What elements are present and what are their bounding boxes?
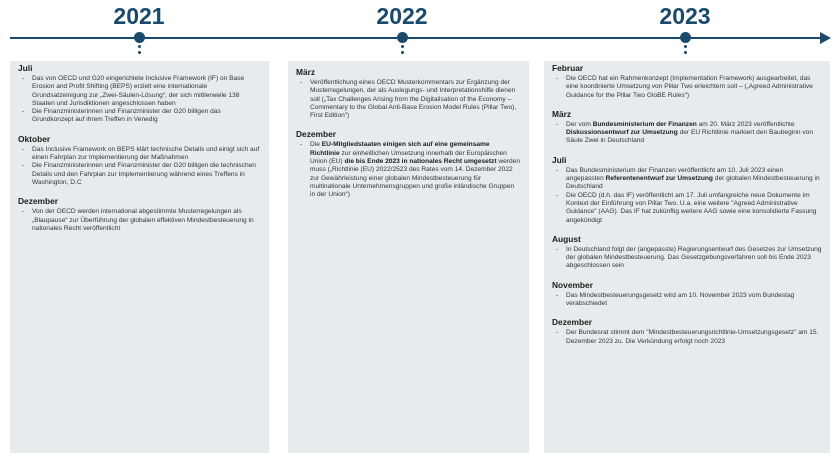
event-list bbox=[552, 121, 822, 146]
timeline-axis bbox=[10, 37, 822, 39]
event-text: Die OECD hat ein Rahmenkonzept (Implementation Framework) ausgearbeitet, das eine koordinierte Umsetzung von Pillar Two erleichtern soll – („Agreed Administrative Guidance for the Pillar Two GloBE Rules“) bbox=[566, 75, 813, 99]
month-heading: November bbox=[552, 279, 593, 290]
event-text: zur einheitlichen Umsetzung innerhalb der Europäischen Union (EU) bbox=[310, 149, 507, 166]
event-item bbox=[18, 75, 261, 108]
event-text: Veröffentlichung eines OECD Musterkommentars zur Ergänzung der Musterregelungen, der als Auslegungs- und Interpretationshilfe dienen soll („Tax Challenges Arising from the Digitalisation of the Economy – Commentary to the Global Anti-Base Erosion Model Rules (Pillar Two), First Edition“) bbox=[310, 79, 517, 120]
event-item bbox=[552, 292, 822, 309]
event-text-bold: Diskussionsentwurf zur Umsetzung bbox=[566, 129, 678, 137]
month-section bbox=[552, 63, 822, 100]
event-list bbox=[552, 329, 822, 346]
event-item bbox=[18, 208, 261, 233]
event-item bbox=[552, 329, 822, 346]
month-section bbox=[552, 280, 822, 309]
timeline-dot-2021 bbox=[134, 32, 145, 43]
month-section bbox=[552, 155, 822, 225]
event-list bbox=[552, 246, 822, 271]
month-heading: Februar bbox=[552, 63, 584, 73]
month-section bbox=[296, 129, 521, 199]
event-item bbox=[552, 167, 822, 192]
event-item bbox=[552, 246, 822, 271]
month-heading: Dezember bbox=[18, 196, 59, 207]
month-heading: März bbox=[552, 108, 572, 119]
event-list bbox=[552, 292, 822, 309]
event-list bbox=[18, 208, 261, 233]
month-section bbox=[18, 63, 261, 125]
timeline-dot-2022 bbox=[397, 32, 408, 43]
event-text: In Deutschland folgt der (angepasste) Regierungsentwurf des Gesetzes zur Umsetzung der globalen Mindestbesteuerung. Das Gesetzgebungsverfahren soll bis Ende 2023 abgeschlossen sein bbox=[566, 245, 822, 270]
event-list bbox=[552, 75, 822, 100]
month-section bbox=[18, 196, 261, 233]
year-panel-2022 bbox=[288, 61, 529, 453]
event-text-bold: Bundesministerium der Finanzen bbox=[592, 120, 697, 128]
timeline-dot-2023 bbox=[680, 32, 691, 43]
event-text: Von der OECD werden international abgestimmte Musterregelungen als „Blaupause“ zur Überführung der globalen effektiven Mindestbesteuerung in nationales Recht veröffentlicht bbox=[32, 208, 254, 232]
connector-dots-2021 bbox=[138, 45, 141, 57]
event-item bbox=[296, 79, 521, 120]
year-panel-2021 bbox=[10, 61, 269, 453]
event-item bbox=[296, 141, 521, 199]
month-section bbox=[296, 67, 521, 120]
event-item bbox=[18, 146, 261, 163]
month-heading: Dezember bbox=[296, 129, 337, 140]
event-list bbox=[18, 75, 261, 125]
month-heading: Dezember bbox=[552, 317, 593, 328]
event-text: Das Bundesministerium der Finanzen veröffentlicht am 10. Juli 2023 einen angepassten bbox=[566, 166, 784, 183]
month-section bbox=[552, 234, 822, 271]
event-text: Die bbox=[310, 141, 322, 149]
month-heading: Juli bbox=[18, 63, 33, 73]
month-heading: August bbox=[552, 233, 581, 244]
event-text: der EU Richtlinie markiert den Baubeginn von Säule Zwei in Deutschland bbox=[566, 129, 813, 145]
event-item bbox=[552, 192, 822, 225]
event-list bbox=[296, 141, 521, 199]
connector-dots-2023 bbox=[684, 45, 687, 57]
connector-dots-2022 bbox=[401, 45, 404, 57]
year-label-2023: 2023 bbox=[659, 3, 711, 29]
year-label-2021: 2021 bbox=[113, 3, 165, 29]
month-section bbox=[18, 134, 261, 187]
event-item bbox=[552, 75, 822, 100]
event-text: Das Inclusive Framework on BEPS klärt technische Details und einigt sich auf einen Fahrplan zur Implementierung der Maßnahmen bbox=[32, 145, 260, 162]
event-text-bold: die bis Ende 2023 in nationales Recht umgesetzt bbox=[344, 158, 497, 166]
timeline-arrowhead bbox=[820, 32, 831, 44]
event-text-bold: EU-Mitgliedstaaten einigen sich auf eine gemeinsame Richtlinie bbox=[310, 141, 490, 157]
event-text: der globalen Mindestbesteuerung in Deutschland bbox=[566, 175, 820, 191]
event-text: Die Finanzministerinnen und Finanzminister der G20 billigen die technischen Details und den Fahrplan zur Implementierung während eines Treffens in Washington, D.C bbox=[32, 162, 256, 186]
event-item bbox=[18, 162, 261, 187]
month-heading: Oktober bbox=[18, 133, 51, 144]
month-heading: März bbox=[296, 67, 316, 77]
year-label-2022: 2022 bbox=[376, 3, 428, 29]
event-text: Der vom bbox=[566, 120, 593, 128]
event-text: werden muss („Richtlinie (EU) 2022/2523 des Rates vom 14. Dezember 2022 zur Gewährleistung einer globalen Mindestbesteuerung für multinationale Unternehmensgruppen und große inländische Gruppen in der Union“) bbox=[310, 158, 520, 199]
month-section bbox=[552, 109, 822, 146]
year-panel-2023 bbox=[544, 61, 830, 453]
event-text: Die Finanzministerinnen und Finanzminister der G20 billigen das Grundkonzept auf ihrem Treffen in Venedig bbox=[32, 108, 221, 124]
event-list bbox=[18, 146, 261, 187]
month-heading: Juli bbox=[552, 154, 567, 165]
event-text: Das von OECD und G20 eingerichtete Inclusive Framework (IF) on Base Erosion and Profit Shifting (BEPS) erzielt eine internationale Grundsatzeinigung zur „Zwei-Säulen-Lösung“, der sich mittlerweile 138 Staaten und Jurisdiktionen angeschlossen haben bbox=[32, 75, 245, 107]
event-text: Der Bundesrat stimmt dem "Mindestbesteuerungsrichtlinie-Umsetzungsgesetz" am 15. Dezember 2023 zu. Die Verkündung erfolgt noch 2023 bbox=[566, 329, 819, 345]
event-list bbox=[296, 79, 521, 120]
event-item bbox=[18, 108, 261, 125]
event-text: am 20. März 2023 veröffentlichte bbox=[696, 120, 795, 128]
event-text: Das Mindestbesteuerungsgesetz wird am 10. November 2023 vom Bundestag verabschiedet bbox=[566, 291, 795, 308]
event-list bbox=[552, 167, 822, 225]
event-text: Die OECD (d.h. das IF) veröffentlicht am 17. Juli umfangreiche neue Dokumente im Kontext der Einführung von Pillar Two. U.a. eine weitere "Agreed Administrative Guidance" (AAG). Das IF hat zukünftig weitere AAG sowie eine konsolidierte Fassung angekündigt bbox=[566, 191, 817, 224]
event-text-bold: Referentenentwurf zur Umsetzung bbox=[605, 175, 713, 183]
month-section bbox=[552, 317, 822, 346]
event-item bbox=[552, 121, 822, 146]
